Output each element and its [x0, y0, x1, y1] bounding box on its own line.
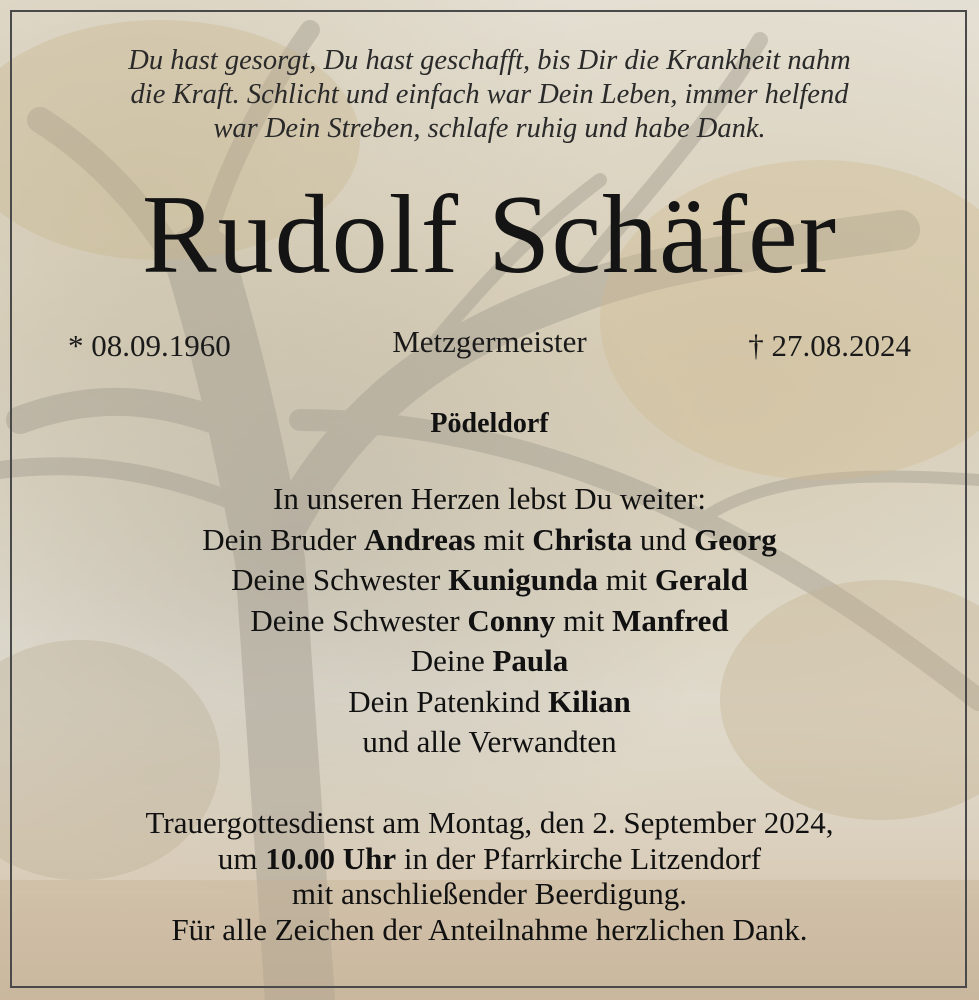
family-intro: In unseren Herzen lebst Du weiter: — [273, 481, 706, 516]
hometown: Pödeldorf — [430, 408, 549, 439]
family-mourners — [0, 479, 979, 763]
thanks-line: Für alle Zeichen der Anteilnahme herzlichen Dank. — [171, 911, 808, 947]
family-line: Deine Schwester Kunigunda mit Gerald — [231, 562, 748, 597]
family-line: Deine Schwester Conny mit Manfred — [250, 602, 729, 638]
poem-line: war Dein Streben, schlafe ruhig und habe Dank. — [213, 113, 766, 144]
family-line: Deine Paula — [410, 643, 569, 678]
poem-line: die Kraft. Schlicht und einfach war Dein Leben, immer helfend — [130, 79, 849, 110]
service-line: Trauergottesdienst am Montag, den 2. September 2024, — [145, 805, 834, 840]
deceased-name: Rudolf Schäfer — [141, 173, 838, 297]
birth-date: * 08.09.1960 — [68, 328, 231, 363]
service-line: um 10.00 Uhr in der Pfarrkirche Litzendorf — [217, 840, 762, 876]
service-line: mit anschließender Beerdigung. — [291, 876, 688, 911]
family-line: Dein Bruder Andreas mit Christa und Georg — [202, 521, 777, 557]
family-line: Dein Patenkind Kilian — [348, 683, 631, 719]
funeral-service-info — [0, 805, 979, 947]
family-outro: und alle Verwandten — [362, 724, 617, 759]
death-date: † 27.08.2024 — [748, 328, 911, 363]
memorial-poem — [40, 44, 939, 146]
occupation: Metzgermeister — [392, 324, 587, 359]
poem-line: Du hast gesorgt, Du hast geschafft, bis Dir die Krankheit nahm — [128, 45, 851, 76]
